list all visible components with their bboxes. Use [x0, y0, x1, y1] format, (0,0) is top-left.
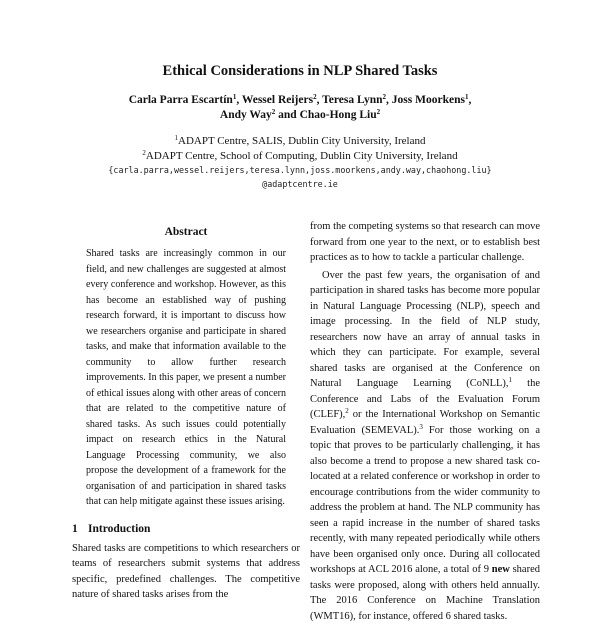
paper-title: Ethical Considerations in NLP Shared Tasks [0, 63, 600, 80]
affiliations [0, 134, 600, 163]
paragraph-text: shared tasks were proposed, along with others held annually. The 2016 Conference on Machine Translation (WMT16), for instance, offered 6 shared tasks. [310, 564, 540, 622]
affiliation-line [0, 134, 600, 149]
email-block [0, 164, 600, 191]
author-affiliation-mark: 2 [272, 108, 276, 116]
affiliation-mark: 1 [175, 134, 179, 142]
paragraph: from the competing systems so that research can move forward from one year to the next, or to establish best practices as to how to tackle a particular challenge. [310, 219, 540, 266]
footnote-marker: 3 [419, 423, 423, 431]
right-column [310, 219, 540, 624]
affiliation-line [0, 149, 600, 164]
author-line-1: Carla Parra Escartín$^1$, Wessel Reijers$^2$, Teresa Lynn$^2$, Joss Moorkens$^1$, [0, 93, 600, 108]
author-name: Teresa Lynn [322, 94, 382, 106]
email-line: {carla.parra,wessel.reijers,teresa.lynn,joss.moorkens,andy.way,chaohong.liu} [0, 164, 600, 178]
abstract-text: Shared tasks are increasingly common in our field, and new challenges are suggested at almost every conference and workshop. However, as this has become an established way of pushing research forward, it is important to discuss how we researchers organise and participate in shared tasks, and make that information available to the community to allow further research improvements. In this paper, we present a number of ethical issues along with other areas of concern that are related to the competitive nature of shared tasks. As such issues could potentially impact on research ethics in the Natural Language Processing community, we also propose the development of a framework for the organisation of and participation in shared tasks that can help mitigate against these issues arising. [86, 246, 286, 510]
email-domain: @adaptcentre.ie [0, 178, 600, 192]
author-name: Joss Moorkens [392, 94, 465, 106]
section-title: Introduction [88, 523, 150, 535]
introduction-paragraph: Shared tasks are competitions to which researchers or teams of researchers submit systems that address specific, predefined challenges. The competitive nature of shared tasks arises from the [72, 541, 300, 603]
affiliation-text: ADAPT Centre, SALIS, Dublin City University, Ireland [178, 135, 425, 147]
paragraph-text: the Conference and Labs of the Evaluation Forum (CLEF), [310, 378, 540, 420]
author-name: Andy Way [220, 109, 272, 121]
footnote-marker: 1 [509, 376, 513, 384]
paragraph-text: For those working on a topic that proves to be particularly challenging, it has also become a trend to propose a new shared task co-located at a related conference or workshop in order to encourage contributions from the wider community to address the problem at hand. The NLP community has seen a rapid increase in the number of shared tasks recently, with many repeated periodically while others have been organised only once. During all collocated workshops at ACL 2016 alone, a total of 9 [310, 425, 540, 576]
affiliation-text: ADAPT Centre, School of Computing, Dublin City University, Ireland [146, 150, 458, 162]
abstract-heading: Abstract [72, 226, 300, 238]
author-affiliation-mark: 1 [233, 93, 237, 101]
author-list [0, 93, 600, 123]
emphasized-word: new [492, 564, 510, 575]
author-line-2 [0, 108, 600, 123]
author-conjunction: and [278, 109, 297, 121]
section-number: 1 [72, 521, 88, 537]
author-name: Carla Parra Escartín [129, 94, 233, 106]
section-heading [72, 521, 300, 537]
paragraph [310, 268, 540, 624]
author-affiliation-mark: 1 [465, 93, 469, 101]
author-name: Wessel Reijers [242, 94, 313, 106]
author-name: Chao-Hong Liu [300, 109, 377, 121]
left-column [72, 226, 300, 603]
paragraph-text: or the International Workshop on Semantic Evaluation (SEMEVAL). [310, 409, 540, 436]
footnote-marker: 2 [345, 407, 349, 415]
affiliation-mark: 2 [142, 149, 146, 157]
author-affiliation-mark: 2 [377, 108, 381, 116]
paragraph-text: Over the past few years, the organisation of and participation in shared tasks has become more popular in Natural Language Processing (NLP), speech and image processing. In the field of NLP study, researchers now have an array of annual tasks in which they can participate. For example, several shared tasks are organised at the Conference on Natural Language Learning (CoNLL), [310, 270, 540, 390]
author-affiliation-mark: 2 [313, 93, 317, 101]
author-affiliation-mark: 2 [383, 93, 387, 101]
